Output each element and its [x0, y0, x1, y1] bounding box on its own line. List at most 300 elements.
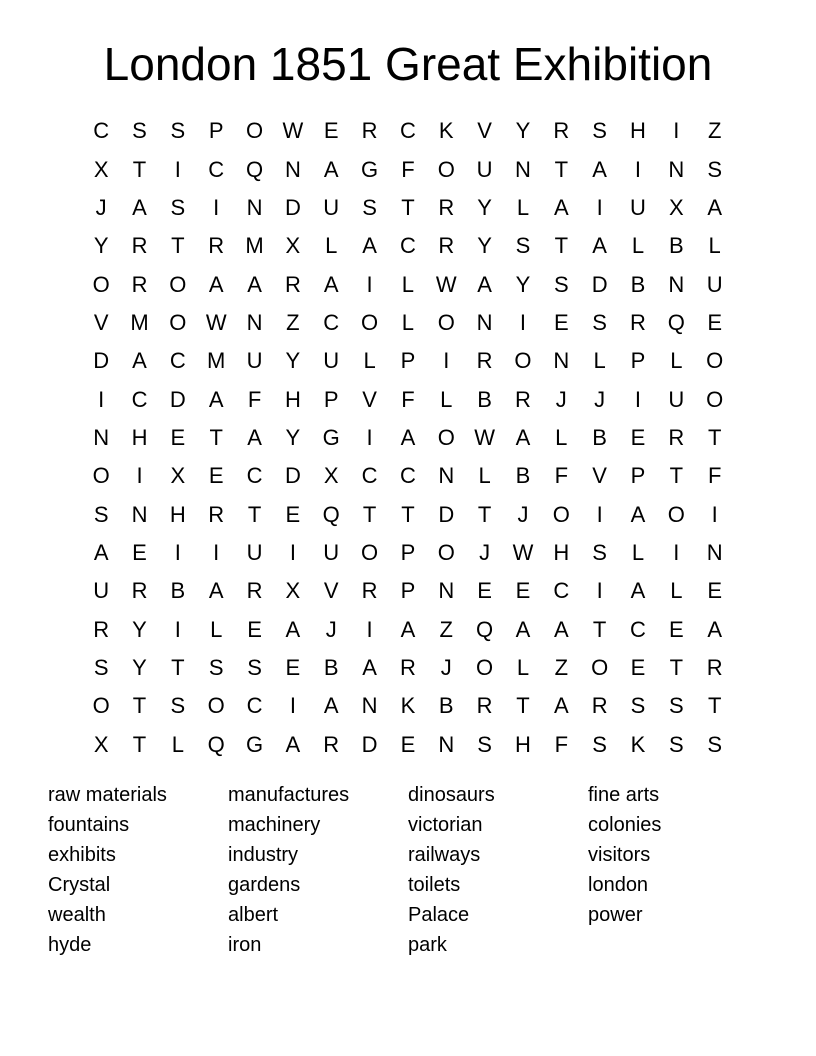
grid-letter: O: [437, 156, 455, 182]
grid-letter: A: [208, 386, 224, 412]
grid-letter: U: [630, 194, 646, 220]
grid-row: [82, 380, 734, 418]
grid-row: [82, 534, 734, 572]
grid-letter: T: [132, 731, 147, 757]
grid-letter: S: [592, 539, 607, 565]
grid-letter: L: [593, 348, 606, 374]
grid-letter: B: [592, 424, 607, 450]
grid-letter: J: [479, 539, 491, 565]
grid-letter: A: [247, 424, 262, 450]
word-list-item: exhibits: [48, 844, 116, 866]
grid-letter: A: [247, 271, 262, 297]
grid-letter: D: [438, 501, 455, 527]
grid-letter: R: [553, 118, 570, 144]
grid-letter: R: [284, 271, 301, 297]
grid-letter: X: [285, 578, 301, 604]
grid-letter: A: [592, 233, 607, 259]
grid-letter: L: [555, 424, 568, 450]
grid-letter: O: [476, 654, 494, 680]
grid-letter: C: [246, 463, 263, 489]
grid-letter: A: [553, 693, 569, 719]
grid-letter: O: [245, 118, 264, 144]
grid-letter: T: [707, 424, 722, 450]
grid-letter: C: [169, 348, 186, 374]
grid-row: [82, 726, 734, 764]
grid-letter: O: [706, 386, 724, 412]
grid-letter: U: [476, 156, 493, 182]
grid-letter: B: [515, 463, 531, 489]
grid-letter: F: [554, 463, 569, 489]
grid-letter: V: [592, 463, 607, 489]
grid-letter: I: [634, 156, 642, 182]
grid-letter: N: [553, 348, 570, 374]
grid-letter: S: [170, 693, 186, 719]
grid-letter: J: [325, 616, 337, 642]
grid-letter: X: [323, 463, 339, 489]
grid-letter: C: [630, 616, 646, 642]
grid-letter: K: [630, 731, 646, 757]
grid-letter: I: [711, 501, 718, 527]
grid-letter: D: [93, 348, 110, 374]
grid-letter: S: [93, 654, 109, 680]
grid-letter: T: [209, 424, 223, 450]
grid-letter: Q: [245, 156, 264, 182]
grid-letter: S: [208, 654, 224, 680]
word-list-item: iron: [228, 934, 262, 956]
grid-letter: F: [401, 386, 415, 412]
grid-letter: P: [400, 539, 416, 565]
grid-letter: A: [630, 578, 646, 604]
grid-letter: A: [132, 194, 147, 220]
grid-letter: S: [592, 309, 607, 335]
grid-letter: A: [93, 539, 109, 565]
grid-letter: A: [630, 501, 646, 527]
grid-letter: Y: [93, 233, 109, 259]
grid-letter: P: [208, 118, 224, 144]
grid-letter: C: [93, 118, 110, 144]
grid-letter: I: [596, 194, 603, 220]
grid-letter: L: [401, 271, 415, 297]
grid-letter: E: [247, 616, 262, 642]
grid-letter: R: [438, 233, 455, 259]
grid-letter: B: [630, 271, 646, 297]
grid-letter: L: [670, 348, 683, 374]
grid-letter: L: [401, 309, 415, 335]
grid-letter: I: [673, 118, 680, 144]
grid-letter: I: [289, 539, 296, 565]
grid-letter: R: [668, 424, 685, 450]
grid-letter: A: [285, 616, 301, 642]
grid-letter: I: [174, 539, 181, 565]
grid-letter: W: [474, 424, 495, 450]
word-list-item: fine arts: [588, 784, 660, 806]
grid-letter: Z: [554, 654, 569, 680]
grid-letter: O: [437, 424, 455, 450]
grid-letter: J: [517, 501, 529, 527]
grid-letter: L: [440, 386, 453, 412]
grid-letter: V: [477, 118, 492, 144]
grid-letter: X: [668, 194, 684, 220]
grid-letter: X: [170, 463, 186, 489]
grid-row: [82, 150, 734, 188]
grid-letter: A: [208, 578, 224, 604]
grid-letter: A: [323, 693, 339, 719]
grid-letter: C: [361, 463, 378, 489]
grid-row: [82, 265, 734, 303]
grid-letter: X: [285, 233, 301, 259]
grid-letter: S: [93, 501, 109, 527]
grid-letter: L: [363, 348, 376, 374]
word-list-item: wealth: [48, 904, 106, 926]
word-list-item: fountains: [48, 814, 130, 836]
grid-letter: O: [437, 539, 455, 565]
grid-letter: O: [552, 501, 570, 527]
grid-letter: B: [668, 233, 684, 259]
grid-letter: G: [322, 424, 340, 450]
grid-letter: T: [171, 654, 185, 680]
grid-letter: T: [707, 693, 722, 719]
grid-letter: N: [131, 501, 148, 527]
grid-letter: G: [245, 731, 264, 757]
grid-letter: E: [668, 616, 684, 642]
grid-letter: R: [438, 194, 455, 220]
grid-letter: L: [478, 463, 491, 489]
grid-letter: N: [515, 156, 531, 182]
grid-letter: W: [282, 118, 304, 144]
grid-letter: I: [289, 693, 296, 719]
word-list: [48, 780, 778, 960]
grid-letter: A: [707, 616, 723, 642]
grid-letter: N: [476, 309, 493, 335]
grid-letter: T: [401, 194, 415, 220]
grid-letter: Q: [476, 616, 494, 642]
grid-letter: S: [592, 118, 607, 144]
grid-letter: G: [361, 156, 379, 182]
page-title: London 1851 Great Exhibition: [103, 38, 713, 90]
grid-letter: N: [438, 731, 455, 757]
word-list-item: visitors: [588, 844, 651, 866]
word-column: [228, 780, 408, 960]
grid-letter: T: [669, 654, 684, 680]
word-list-item: industry: [228, 844, 299, 866]
grid-letter: L: [708, 233, 721, 259]
grid-row: [82, 189, 734, 227]
grid-letter: A: [362, 233, 377, 259]
grid-letter: L: [325, 233, 338, 259]
grid-letter: H: [169, 501, 186, 527]
grid-letter: C: [246, 693, 263, 719]
grid-letter: L: [210, 616, 223, 642]
grid-letter: Y: [515, 271, 531, 297]
grid-letter: O: [92, 463, 110, 489]
grid-letter: I: [596, 501, 603, 527]
grid-letter: E: [132, 539, 147, 565]
grid-letter: Y: [132, 616, 147, 642]
grid-letter: O: [92, 693, 110, 719]
grid-letter: O: [591, 654, 609, 680]
grid-letter: C: [323, 309, 340, 335]
grid-letter: R: [476, 693, 493, 719]
grid-letter: A: [208, 271, 224, 297]
grid-letter: T: [132, 156, 147, 182]
grid-letter: B: [438, 693, 454, 719]
grid-letter: Y: [477, 233, 492, 259]
word-list-item: park: [408, 934, 447, 956]
grid-row: [82, 610, 734, 648]
word-list-item: albert: [228, 904, 279, 926]
grid-letter: N: [361, 693, 378, 719]
grid-letter: S: [707, 156, 723, 182]
grid-letter: Y: [515, 118, 531, 144]
grid-letter: J: [594, 386, 606, 412]
grid-letter: E: [285, 654, 301, 680]
grid-row: [82, 419, 734, 457]
grid-letter: O: [361, 539, 379, 565]
grid-letter: U: [706, 271, 723, 297]
grid-letter: O: [437, 309, 455, 335]
grid-letter: A: [477, 271, 492, 297]
grid-letter: Q: [667, 309, 685, 335]
grid-letter: R: [208, 501, 225, 527]
grid-row: [82, 649, 734, 687]
grid-letter: A: [285, 731, 301, 757]
word-list-item: power: [588, 904, 643, 926]
grid-letter: A: [592, 156, 607, 182]
grid-letter: T: [362, 501, 377, 527]
grid-letter: S: [247, 654, 262, 680]
grid-letter: A: [553, 194, 569, 220]
grid-letter: L: [171, 731, 184, 757]
grid-letter: R: [706, 654, 723, 680]
grid-letter: Y: [132, 654, 147, 680]
grid-row: [82, 495, 734, 533]
grid-letter: P: [400, 348, 416, 374]
grid-letter: U: [323, 539, 340, 565]
word-list-item: manufactures: [228, 784, 350, 806]
grid-letter: L: [631, 539, 645, 565]
grid-letter: L: [516, 194, 530, 220]
grid-letter: W: [205, 309, 227, 335]
grid-letter: I: [366, 616, 373, 642]
grid-letter: U: [246, 539, 263, 565]
grid-letter: O: [706, 348, 724, 374]
grid-letter: M: [207, 348, 226, 374]
grid-letter: R: [591, 693, 608, 719]
word-column: [588, 780, 768, 960]
letter-grid: [82, 112, 734, 764]
grid-letter: L: [631, 233, 645, 259]
word-list-item: machinery: [228, 814, 321, 836]
grid-letter: N: [668, 271, 685, 297]
grid-letter: R: [93, 616, 110, 642]
grid-letter: I: [366, 424, 373, 450]
grid-letter: R: [208, 233, 225, 259]
grid-letter: W: [512, 539, 534, 565]
grid-letter: O: [514, 348, 532, 374]
grid-letter: S: [170, 118, 186, 144]
grid-letter: I: [136, 463, 143, 489]
grid-letter: S: [362, 194, 377, 220]
grid-letter: D: [284, 194, 301, 220]
grid-letter: O: [169, 271, 187, 297]
grid-letter: Z: [707, 118, 722, 144]
grid-letter: Z: [439, 616, 453, 642]
grid-letter: C: [399, 463, 416, 489]
grid-letter: K: [400, 693, 416, 719]
grid-letter: S: [707, 731, 723, 757]
grid-letter: A: [515, 424, 531, 450]
grid-letter: N: [93, 424, 110, 450]
grid-letter: I: [98, 386, 105, 412]
grid-letter: T: [401, 501, 415, 527]
word-list-item: toilets: [408, 874, 461, 896]
grid-letter: S: [630, 693, 646, 719]
grid-letter: A: [132, 348, 147, 374]
grid-letter: V: [323, 578, 339, 604]
grid-row: [82, 112, 734, 150]
grid-letter: U: [668, 386, 685, 412]
grid-letter: E: [170, 424, 186, 450]
grid-letter: R: [361, 118, 378, 144]
grid-letter: R: [131, 233, 148, 259]
grid-row: [82, 227, 734, 265]
grid-letter: R: [399, 654, 416, 680]
grid-letter: Y: [285, 424, 301, 450]
grid-letter: P: [400, 578, 416, 604]
grid-letter: A: [400, 424, 416, 450]
grid-letter: B: [323, 654, 339, 680]
grid-letter: A: [362, 654, 377, 680]
grid-letter: E: [707, 309, 723, 335]
word-list-item: dinosaurs: [408, 784, 495, 806]
word-list-item: raw materials: [48, 784, 167, 806]
grid-letter: T: [171, 233, 185, 259]
grid-letter: E: [477, 578, 492, 604]
grid-letter: R: [476, 348, 493, 374]
grid-letter: M: [130, 309, 149, 335]
grid-letter: R: [515, 386, 531, 412]
grid-letter: U: [323, 348, 340, 374]
grid-letter: I: [174, 156, 181, 182]
grid-letter: K: [438, 118, 454, 144]
grid-letter: O: [207, 693, 225, 719]
grid-letter: T: [669, 463, 684, 489]
grid-letter: X: [93, 156, 109, 182]
grid-letter: N: [438, 463, 455, 489]
word-list-item: hyde: [48, 934, 92, 956]
grid-letter: M: [245, 233, 264, 259]
grid-letter: T: [247, 501, 262, 527]
grid-letter: S: [515, 233, 531, 259]
grid-letter: F: [707, 463, 722, 489]
grid-letter: B: [477, 386, 492, 412]
grid-letter: I: [443, 348, 450, 374]
word-list-item: Palace: [408, 904, 470, 926]
grid-row: [82, 304, 734, 342]
grid-letter: X: [93, 731, 109, 757]
grid-letter: H: [284, 386, 301, 412]
grid-letter: B: [170, 578, 186, 604]
grid-letter: S: [477, 731, 492, 757]
grid-letter: Q: [322, 501, 340, 527]
grid-letter: I: [519, 309, 527, 335]
grid-letter: R: [131, 578, 148, 604]
word-list-item: victorian: [408, 814, 483, 836]
grid-letter: N: [246, 194, 263, 220]
word-list-item: london: [588, 874, 649, 896]
grid-letter: I: [596, 578, 603, 604]
grid-letter: H: [515, 731, 531, 757]
grid-letter: O: [667, 501, 685, 527]
grid-letter: R: [323, 731, 340, 757]
grid-letter: I: [213, 194, 220, 220]
word-list-item: colonies: [588, 814, 662, 836]
grid-letter: S: [668, 731, 684, 757]
grid-letter: T: [477, 501, 492, 527]
grid-letter: U: [246, 348, 263, 374]
grid-letter: S: [592, 731, 607, 757]
grid-letter: C: [208, 156, 225, 182]
grid-letter: N: [668, 156, 685, 182]
grid-letter: H: [131, 424, 148, 450]
grid-letter: R: [361, 578, 378, 604]
grid-letter: I: [213, 539, 220, 565]
grid-letter: Z: [286, 309, 300, 335]
grid-letter: Y: [477, 194, 492, 220]
grid-letter: E: [285, 501, 301, 527]
grid-letter: C: [399, 118, 416, 144]
grid-letter: T: [132, 693, 147, 719]
grid-letter: E: [553, 309, 569, 335]
grid-letter: W: [435, 271, 457, 297]
grid-letter: N: [706, 539, 723, 565]
grid-letter: R: [246, 578, 263, 604]
word-column: [48, 780, 228, 960]
word-list-item: Crystal: [48, 874, 111, 896]
grid-letter: I: [366, 271, 373, 297]
grid-letter: E: [630, 654, 646, 680]
word-column: [408, 780, 588, 960]
grid-row: [82, 342, 734, 380]
grid-letter: U: [93, 578, 110, 604]
grid-letter: A: [323, 156, 339, 182]
grid-letter: A: [553, 616, 569, 642]
grid-letter: I: [634, 386, 642, 412]
grid-letter: O: [169, 309, 187, 335]
grid-letter: O: [92, 271, 110, 297]
grid-letter: S: [170, 194, 186, 220]
grid-letter: R: [131, 271, 148, 297]
word-list-item: railways: [408, 844, 481, 866]
grid-letter: A: [515, 616, 531, 642]
grid-letter: S: [668, 693, 684, 719]
grid-letter: Y: [285, 348, 301, 374]
grid-letter: C: [399, 233, 416, 259]
grid-letter: N: [284, 156, 301, 182]
grid-letter: S: [132, 118, 147, 144]
grid-letter: F: [247, 386, 262, 412]
grid-letter: E: [208, 463, 224, 489]
grid-letter: A: [707, 194, 723, 220]
grid-letter: L: [670, 578, 683, 604]
word-list-item: gardens: [228, 874, 301, 896]
grid-letter: E: [515, 578, 531, 604]
grid-letter: F: [554, 731, 569, 757]
grid-letter: O: [361, 309, 379, 335]
grid-letter: C: [553, 578, 570, 604]
grid-letter: I: [673, 539, 680, 565]
grid-letter: P: [323, 386, 339, 412]
